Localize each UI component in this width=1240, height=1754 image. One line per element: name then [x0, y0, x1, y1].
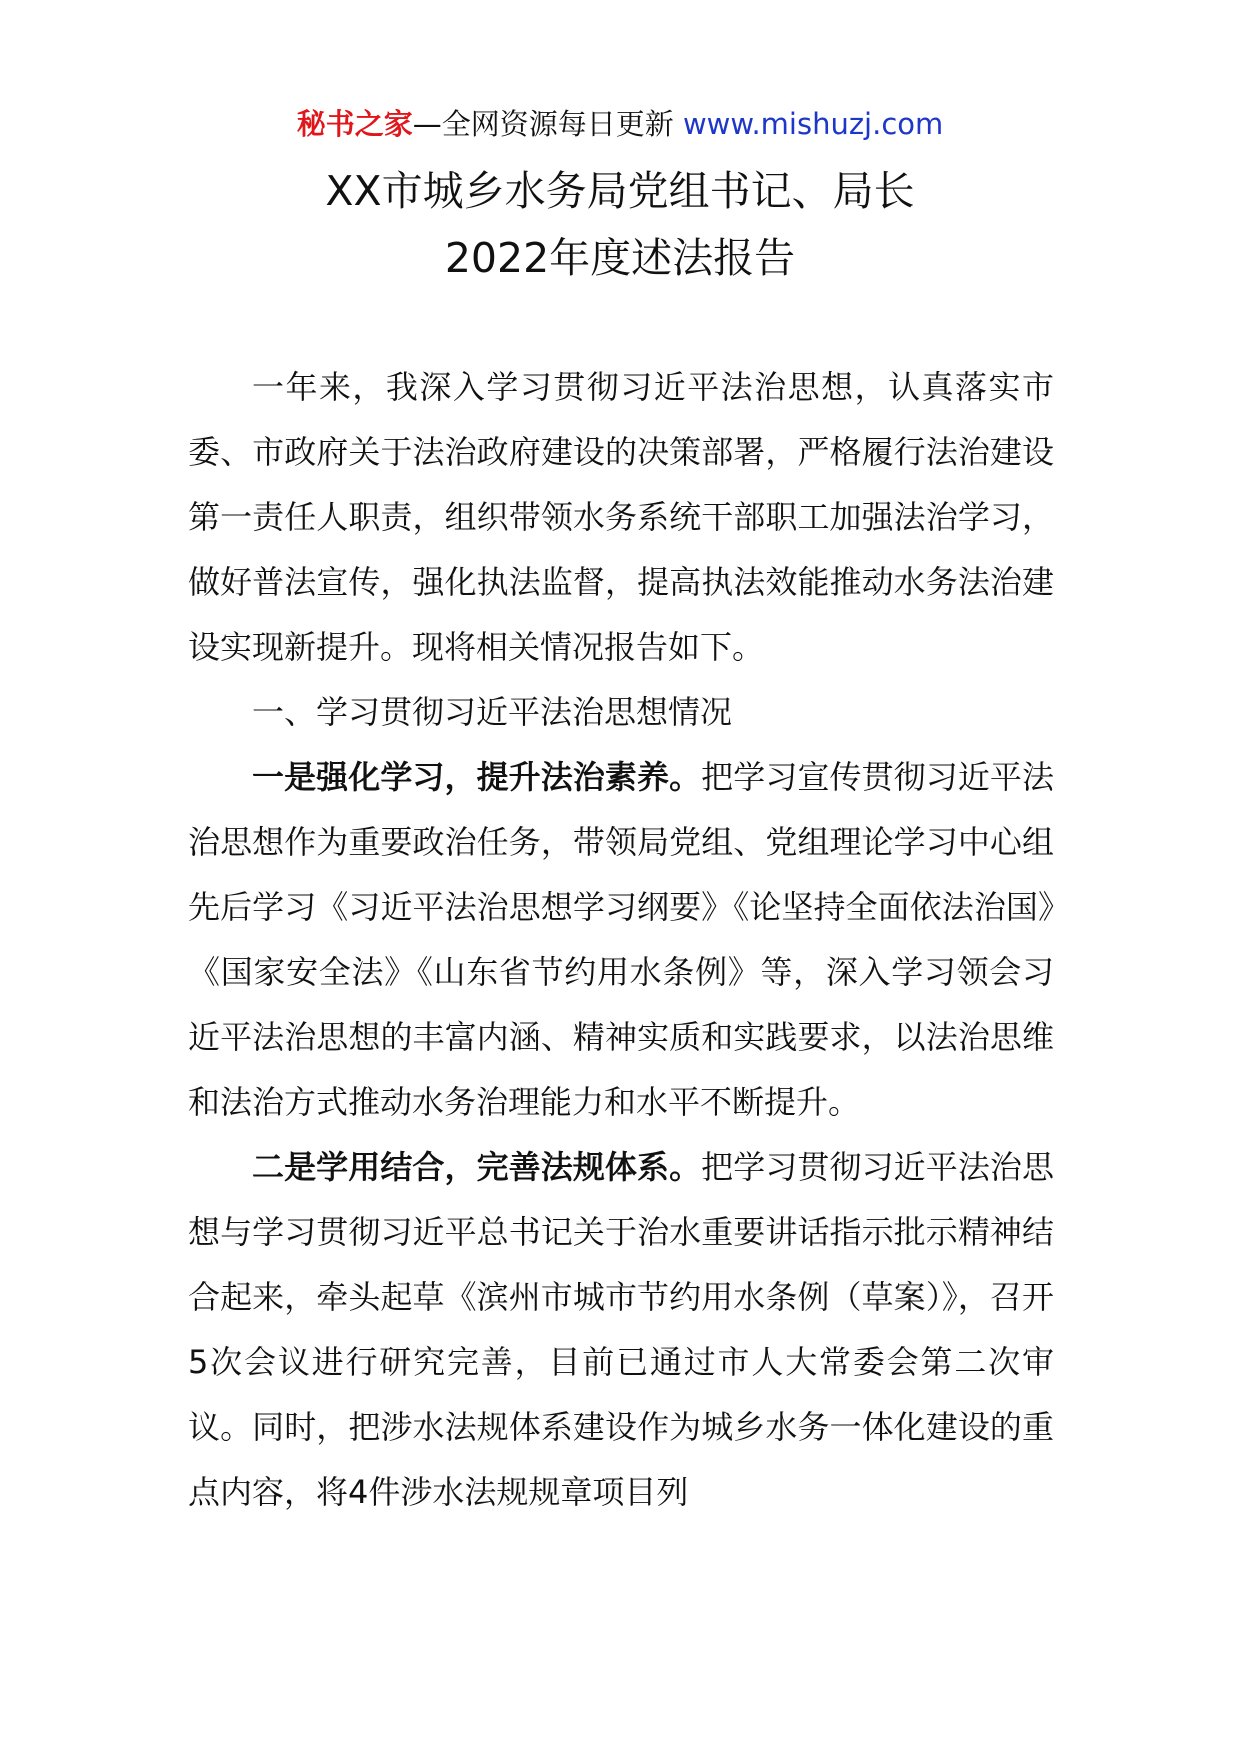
paragraph-point-1: [188, 745, 1054, 1135]
site-url-link[interactable]: www.mishuzj.com: [682, 107, 944, 141]
paragraph-point-2: [188, 1135, 1054, 1525]
paragraph-lead: 二是学用结合，完善法规体系。: [252, 1148, 702, 1186]
paragraph-text: 一年来，我深入学习贯彻习近平法治思想，认真落实市委、市政府关于法治政府建设的决策部署，严格履行法治建设第一责任人职责，组织带领水务系统干部职工加强法治学习，做好普法宣传，强化执法监督，提高执法效能推动水务法治建设实现新提升。现将相关情况报告如下。: [188, 368, 1054, 666]
site-header: [0, 104, 1240, 144]
paragraph-text: 把学习宣传贯彻习近平法治思想作为重要政治任务，带领局党组、党组理论学习中心组先后学习《习近平法治思想学习纲要》《论坚持全面依法治国》《国家安全法》《山东省节约用水条例》等，深入学习领会习近平法治思想的丰富内涵、精神实质和实践要求，以法治思维和法治方式推动水务治理能力和水平不断提升。: [188, 758, 1054, 1121]
header-tagline: —全网资源每日更新: [412, 107, 683, 141]
document-body: [188, 355, 1054, 1525]
paragraph-lead: 一是强化学习，提升法治素养。: [252, 758, 702, 796]
paragraph-text: 把学习贯彻习近平法治思想与学习贯彻习近平总书记关于治水重要讲话指示批示精神结合起来，牵头起草《滨州市城市节约用水条例（草案）》，召开5次会议进行研究完善，目前已通过市人大常委会第二次审议。同时，把涉水法规体系建设作为城乡水务一体化建设的重点内容，将4件涉水法规规章项目列: [188, 1148, 1054, 1511]
paragraph-intro: [188, 355, 1054, 680]
paragraph-text: 一、学习贯彻习近平法治思想情况: [252, 693, 733, 731]
document-title-line-2: 2022年度述法报告: [444, 234, 796, 282]
document-title-line-1: XX市城乡水务局党组书记、局长: [325, 167, 915, 215]
brand-name: 秘书之家: [296, 107, 413, 141]
section-heading-1: [188, 680, 1054, 745]
